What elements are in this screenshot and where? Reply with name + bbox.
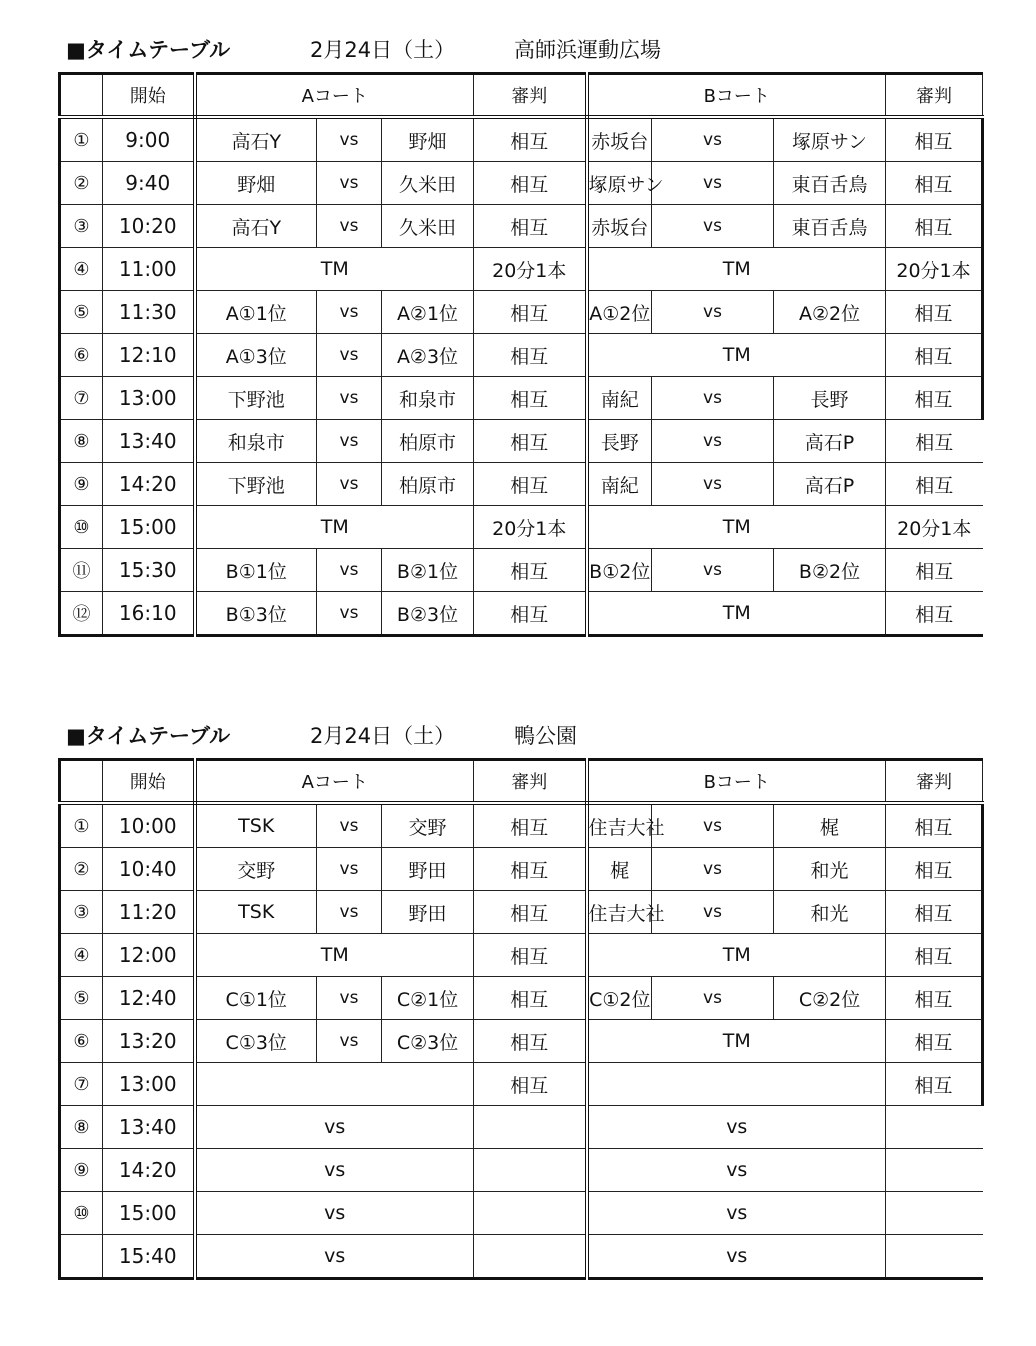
- referee-b: 相互: [886, 1020, 983, 1063]
- referee-b: 相互: [886, 592, 983, 636]
- court-a-away-team: 柏原市: [382, 420, 474, 463]
- timetable-title: ■タイムテーブル: [66, 724, 231, 748]
- start-time: 13:40: [103, 1106, 195, 1149]
- court-b-vs: vs: [652, 205, 774, 248]
- court-b-home-team: 梶: [587, 848, 652, 891]
- court-a-home-team: C①1位: [195, 977, 317, 1020]
- timetable-table: [58, 758, 984, 1280]
- court-b-vs: vs: [652, 377, 774, 420]
- court-b-vs: vs: [652, 162, 774, 205]
- court-a-note: TM: [195, 248, 474, 291]
- court-a-vs: vs: [317, 977, 382, 1020]
- court-b-vs: vs: [652, 549, 774, 592]
- court-a-home-team: 高石Y: [195, 205, 317, 248]
- court-b-note: TM: [587, 248, 886, 291]
- referee-b: 相互: [886, 420, 983, 463]
- referee-a: 相互: [474, 803, 587, 848]
- court-a-note: vs: [195, 1235, 474, 1279]
- court-a-vs: vs: [317, 592, 382, 636]
- court-a-vs: vs: [317, 334, 382, 377]
- court-a-home-team: A①1位: [195, 291, 317, 334]
- court-b-note: [587, 1063, 886, 1106]
- match-number: ②: [60, 848, 103, 891]
- court-b-note: TM: [587, 934, 886, 977]
- referee-b: 相互: [886, 117, 983, 162]
- timetable-heading: [58, 30, 984, 72]
- court-b-vs: vs: [652, 848, 774, 891]
- start-time: 11:20: [103, 891, 195, 934]
- header-row: [60, 760, 983, 804]
- court-b-vs: vs: [652, 803, 774, 848]
- court-a-home-team: TSK: [195, 891, 317, 934]
- court-a-note: TM: [195, 934, 474, 977]
- court-a-note: vs: [195, 1106, 474, 1149]
- court-b-home-team: 住吉大社: [587, 803, 652, 848]
- referee-b: [886, 1235, 983, 1279]
- timetable-date: 2月24日（土）: [310, 724, 456, 748]
- start-time: 10:00: [103, 803, 195, 848]
- match-number: ⑫: [60, 592, 103, 636]
- referee-b: 相互: [886, 891, 983, 934]
- referee-b: 相互: [886, 334, 983, 377]
- match-number: ⑨: [60, 1149, 103, 1192]
- referee-a: 相互: [474, 162, 587, 205]
- referee-b: 相互: [886, 848, 983, 891]
- court-a-away-team: C②3位: [382, 1020, 474, 1063]
- court-b-note: TM: [587, 506, 886, 549]
- match-number: ⑥: [60, 1020, 103, 1063]
- court-a-home-team: 野畑: [195, 162, 317, 205]
- header-start: 開始: [103, 760, 195, 804]
- court-b-away-team: 和光: [774, 891, 886, 934]
- start-time: 11:00: [103, 248, 195, 291]
- court-b-home-team: B①2位: [587, 549, 652, 592]
- table-row: [60, 420, 983, 463]
- referee-b: 20分1本: [886, 248, 983, 291]
- table-row: [60, 248, 983, 291]
- table-row: [60, 803, 983, 848]
- referee-a: 相互: [474, 977, 587, 1020]
- court-a-home-team: B①1位: [195, 549, 317, 592]
- match-number: ③: [60, 205, 103, 248]
- start-time: 15:00: [103, 506, 195, 549]
- table-row: [60, 463, 983, 506]
- start-time: 15:40: [103, 1235, 195, 1279]
- timetable-table: [58, 72, 984, 637]
- court-a-vs: vs: [317, 420, 382, 463]
- start-time: 13:20: [103, 1020, 195, 1063]
- match-number: ⑦: [60, 1063, 103, 1106]
- court-b-away-team: A②2位: [774, 291, 886, 334]
- match-number: ⑨: [60, 463, 103, 506]
- court-a-home-team: 高石Y: [195, 117, 317, 162]
- court-b-away-team: 高石P: [774, 463, 886, 506]
- court-b-away-team: 長野: [774, 377, 886, 420]
- start-time: 14:20: [103, 1149, 195, 1192]
- court-b-home-team: 塚原サン: [587, 162, 652, 205]
- court-b-vs: vs: [652, 977, 774, 1020]
- match-number: ⑩: [60, 1192, 103, 1235]
- table-row: [60, 1020, 983, 1063]
- match-number: ⑧: [60, 420, 103, 463]
- start-time: 10:20: [103, 205, 195, 248]
- court-a-home-team: B①3位: [195, 592, 317, 636]
- start-time: 13:40: [103, 420, 195, 463]
- court-b-note: vs: [587, 1149, 886, 1192]
- start-time: 16:10: [103, 592, 195, 636]
- court-b-note: TM: [587, 1020, 886, 1063]
- court-a-vs: vs: [317, 291, 382, 334]
- referee-b: 相互: [886, 291, 983, 334]
- start-time: 9:40: [103, 162, 195, 205]
- court-b-away-team: 和光: [774, 848, 886, 891]
- start-time: 15:30: [103, 549, 195, 592]
- court-a-away-team: 久米田: [382, 162, 474, 205]
- referee-a: 相互: [474, 117, 587, 162]
- match-number: ⑪: [60, 549, 103, 592]
- table-row: [60, 291, 983, 334]
- court-a-home-team: 下野池: [195, 377, 317, 420]
- court-a-away-team: B②3位: [382, 592, 474, 636]
- match-number: ⑧: [60, 1106, 103, 1149]
- table-row: [60, 334, 983, 377]
- referee-b: 相互: [886, 377, 983, 420]
- referee-b: [886, 1106, 983, 1149]
- match-number: ①: [60, 117, 103, 162]
- court-a-home-team: TSK: [195, 803, 317, 848]
- court-a-away-team: 久米田: [382, 205, 474, 248]
- court-b-vs: vs: [652, 117, 774, 162]
- match-number: ⑤: [60, 977, 103, 1020]
- header-court-b: Bコート: [587, 760, 886, 804]
- header-court-a: Aコート: [195, 760, 474, 804]
- header-row: [60, 74, 983, 118]
- court-a-away-team: C②1位: [382, 977, 474, 1020]
- court-b-away-team: 東百舌鳥: [774, 162, 886, 205]
- court-b-vs: vs: [652, 891, 774, 934]
- start-time: 11:30: [103, 291, 195, 334]
- match-number: ⑦: [60, 377, 103, 420]
- match-number: ⑤: [60, 291, 103, 334]
- start-time: 13:00: [103, 377, 195, 420]
- table-row: [60, 891, 983, 934]
- referee-a: 相互: [474, 891, 587, 934]
- court-b-home-team: C①2位: [587, 977, 652, 1020]
- court-b-vs: vs: [652, 291, 774, 334]
- court-a-vs: vs: [317, 1020, 382, 1063]
- court-b-note: vs: [587, 1192, 886, 1235]
- match-number: ⑩: [60, 506, 103, 549]
- match-number: [60, 1235, 103, 1279]
- table-row: [60, 162, 983, 205]
- court-a-vs: vs: [317, 377, 382, 420]
- header-court-b: Bコート: [587, 74, 886, 118]
- referee-a: 相互: [474, 205, 587, 248]
- header-number: [60, 74, 103, 118]
- court-a-home-team: 和泉市: [195, 420, 317, 463]
- court-a-away-team: 野田: [382, 891, 474, 934]
- referee-b: 相互: [886, 934, 983, 977]
- court-a-away-team: A②1位: [382, 291, 474, 334]
- referee-a: 相互: [474, 334, 587, 377]
- court-a-note: TM: [195, 506, 474, 549]
- start-time: 12:40: [103, 977, 195, 1020]
- match-number: ②: [60, 162, 103, 205]
- match-number: ⑥: [60, 334, 103, 377]
- referee-b: [886, 1192, 983, 1235]
- court-b-away-team: B②2位: [774, 549, 886, 592]
- header-court-a: Aコート: [195, 74, 474, 118]
- court-a-vs: vs: [317, 463, 382, 506]
- court-a-home-team: 下野池: [195, 463, 317, 506]
- referee-a: 相互: [474, 377, 587, 420]
- court-a-away-team: B②1位: [382, 549, 474, 592]
- referee-a: 相互: [474, 420, 587, 463]
- table-row: [60, 117, 983, 162]
- court-b-home-team: 南紀: [587, 377, 652, 420]
- referee-b: 相互: [886, 205, 983, 248]
- table-row: [60, 1106, 983, 1149]
- start-time: 12:10: [103, 334, 195, 377]
- court-b-home-team: 赤坂台: [587, 117, 652, 162]
- referee-b: 相互: [886, 1063, 983, 1106]
- court-b-away-team: 東百舌鳥: [774, 205, 886, 248]
- table-row: [60, 1235, 983, 1279]
- table-row: [60, 377, 983, 420]
- timetable-heading: [58, 716, 984, 758]
- header-number: [60, 760, 103, 804]
- court-a-home-team: C①3位: [195, 1020, 317, 1063]
- referee-a: 相互: [474, 1063, 587, 1106]
- court-a-away-team: 交野: [382, 803, 474, 848]
- referee-b: 相互: [886, 803, 983, 848]
- table-row: [60, 205, 983, 248]
- court-a-away-team: 野田: [382, 848, 474, 891]
- court-a-vs: vs: [317, 549, 382, 592]
- referee-b: 相互: [886, 463, 983, 506]
- court-b-away-team: C②2位: [774, 977, 886, 1020]
- timetable-venue: 鴨公園: [514, 724, 577, 748]
- referee-a: 20分1本: [474, 248, 587, 291]
- court-b-away-team: 塚原サン: [774, 117, 886, 162]
- court-b-home-team: 赤坂台: [587, 205, 652, 248]
- header-start: 開始: [103, 74, 195, 118]
- referee-a: [474, 1149, 587, 1192]
- court-b-home-team: 南紀: [587, 463, 652, 506]
- court-a-vs: vs: [317, 117, 382, 162]
- court-a-vs: vs: [317, 803, 382, 848]
- referee-a: 相互: [474, 1020, 587, 1063]
- referee-a: 相互: [474, 934, 587, 977]
- table-row: [60, 549, 983, 592]
- match-number: ③: [60, 891, 103, 934]
- table-row: [60, 934, 983, 977]
- match-number: ①: [60, 803, 103, 848]
- start-time: 10:40: [103, 848, 195, 891]
- court-b-away-team: 高石P: [774, 420, 886, 463]
- court-a-away-team: 野畑: [382, 117, 474, 162]
- court-a-away-team: 柏原市: [382, 463, 474, 506]
- court-a-home-team: 交野: [195, 848, 317, 891]
- referee-a: 相互: [474, 592, 587, 636]
- court-b-away-team: 梶: [774, 803, 886, 848]
- court-b-vs: vs: [652, 420, 774, 463]
- timetable-section-2: [58, 716, 984, 1280]
- table-row: [60, 592, 983, 636]
- court-a-away-team: A②3位: [382, 334, 474, 377]
- referee-b: [886, 1149, 983, 1192]
- referee-a: 20分1本: [474, 506, 587, 549]
- court-b-home-team: A①2位: [587, 291, 652, 334]
- court-a-vs: vs: [317, 162, 382, 205]
- referee-a: [474, 1192, 587, 1235]
- court-a-note: vs: [195, 1149, 474, 1192]
- referee-a: [474, 1106, 587, 1149]
- court-b-note: TM: [587, 334, 886, 377]
- timetable-venue: 高師浜運動広場: [514, 38, 661, 62]
- table-row: [60, 506, 983, 549]
- referee-b: 相互: [886, 977, 983, 1020]
- start-time: 15:00: [103, 1192, 195, 1235]
- table-row: [60, 1149, 983, 1192]
- court-b-home-team: 住吉大社: [587, 891, 652, 934]
- referee-a: [474, 1235, 587, 1279]
- referee-b: 20分1本: [886, 506, 983, 549]
- court-a-home-team: A①3位: [195, 334, 317, 377]
- header-referee-b: 審判: [886, 760, 983, 804]
- header-referee-b: 審判: [886, 74, 983, 118]
- court-a-note: [195, 1063, 474, 1106]
- match-number: ④: [60, 934, 103, 977]
- timetable-title: ■タイムテーブル: [66, 38, 231, 62]
- court-b-note: vs: [587, 1106, 886, 1149]
- referee-b: 相互: [886, 549, 983, 592]
- court-a-vs: vs: [317, 891, 382, 934]
- timetable-date: 2月24日（土）: [310, 38, 456, 62]
- court-b-vs: vs: [652, 463, 774, 506]
- court-b-note: TM: [587, 592, 886, 636]
- header-referee-a: 審判: [474, 760, 587, 804]
- court-a-note: vs: [195, 1192, 474, 1235]
- match-number: ④: [60, 248, 103, 291]
- court-b-home-team: 長野: [587, 420, 652, 463]
- court-a-away-team: 和泉市: [382, 377, 474, 420]
- court-a-vs: vs: [317, 848, 382, 891]
- start-time: 14:20: [103, 463, 195, 506]
- header-referee-a: 審判: [474, 74, 587, 118]
- start-time: 9:00: [103, 117, 195, 162]
- table-row: [60, 1192, 983, 1235]
- court-a-vs: vs: [317, 205, 382, 248]
- start-time: 12:00: [103, 934, 195, 977]
- table-row: [60, 848, 983, 891]
- timetable-section-1: [58, 30, 984, 637]
- start-time: 13:00: [103, 1063, 195, 1106]
- referee-a: 相互: [474, 848, 587, 891]
- referee-a: 相互: [474, 291, 587, 334]
- referee-a: 相互: [474, 463, 587, 506]
- referee-a: 相互: [474, 549, 587, 592]
- referee-b: 相互: [886, 162, 983, 205]
- court-b-note: vs: [587, 1235, 886, 1279]
- table-row: [60, 977, 983, 1020]
- table-row: [60, 1063, 983, 1106]
